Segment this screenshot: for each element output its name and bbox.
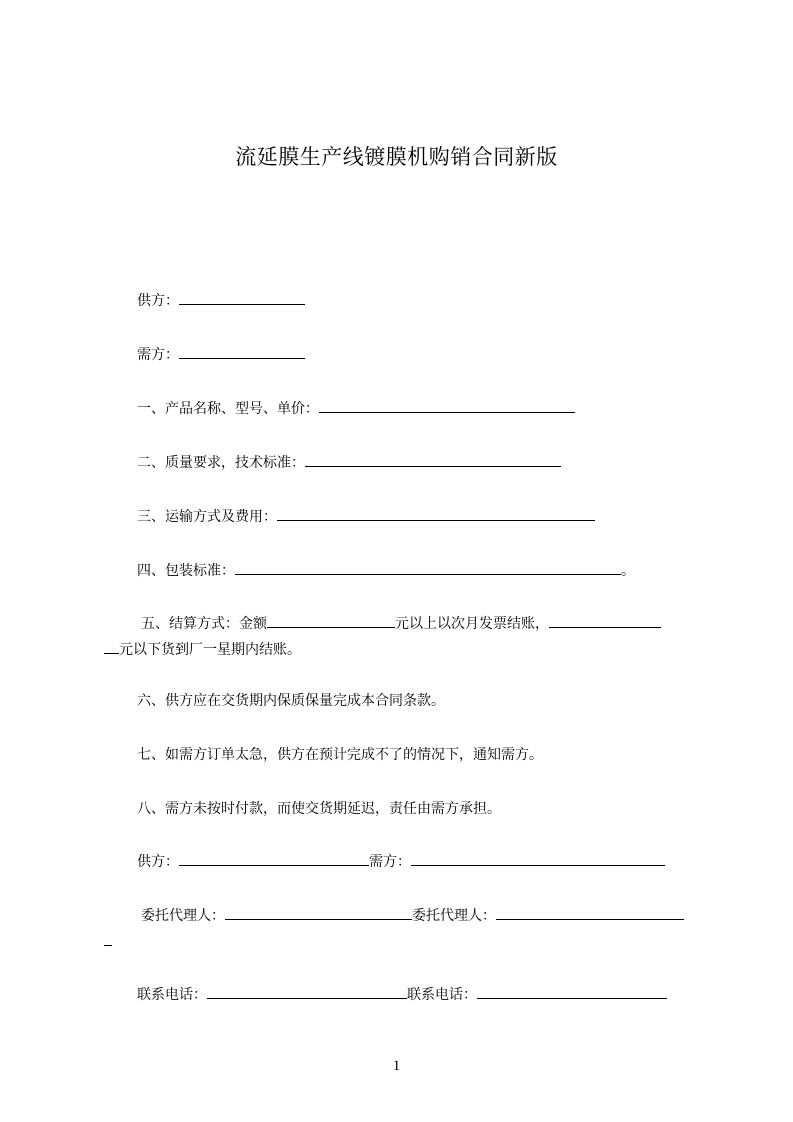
buyer-label: 需方：: [137, 347, 179, 363]
signature-phone-label-2: 联系电话：: [407, 987, 477, 1003]
signature-parties-line: [137, 852, 665, 872]
clause-transport: [137, 507, 595, 527]
supplier-line: [137, 291, 305, 311]
signature-agent-blank-2: [496, 906, 684, 920]
signature-buyer-blank: [411, 852, 665, 866]
buyer-line: [137, 345, 305, 365]
clause-product-blank: [319, 399, 575, 413]
clause-transport-label: 三、运输方式及费用：: [137, 509, 277, 525]
clause-settlement-middle: 元以上以次月发票结账，: [395, 616, 549, 632]
supplier-label: 供方：: [137, 293, 179, 309]
clause-packaging: [137, 561, 635, 581]
signature-agent-label-1: 委托代理人：: [141, 908, 225, 924]
signature-supplier-label: 供方：: [137, 854, 179, 870]
clause-packaging-blank: [235, 561, 621, 575]
buyer-blank: [179, 345, 305, 359]
signature-phone-blank-1: [207, 985, 407, 999]
clause-settlement-amount-blank: [267, 614, 395, 628]
clause-product: [137, 399, 575, 419]
signature-buyer-label: 需方：: [369, 854, 411, 870]
signature-agent-label-2: 委托代理人：: [412, 908, 496, 924]
clause-packaging-label: 四、包装标准：: [137, 563, 235, 579]
clause-settlement-second-blank: [549, 614, 661, 628]
clause-settlement-continuation: [104, 640, 301, 660]
clause-quality-label: 二、质量要求，技术标准：: [137, 455, 305, 471]
signature-agent-line: [141, 906, 684, 926]
clause-transport-blank: [277, 507, 595, 521]
clause-packaging-end: 。: [621, 563, 635, 579]
clause-quality: [137, 453, 561, 473]
supplier-blank: [179, 291, 305, 305]
clause-settlement-continuation-text: 元以下货到厂一星期内结账。: [119, 642, 301, 658]
signature-supplier-blank: [179, 852, 369, 866]
clause-settlement-label: 五、结算方式：金额: [141, 616, 267, 632]
clause-product-label: 一、产品名称、型号、单价：: [137, 401, 319, 417]
document-title: 流延膜生产线镀膜机购销合同新版: [235, 145, 558, 169]
signature-phone-label-1: 联系电话：: [137, 987, 207, 1003]
signature-agent-continuation-blank: [104, 932, 112, 946]
clause-quality-blank: [305, 453, 561, 467]
signature-phone-blank-2: [477, 985, 667, 999]
signature-phone-line: [137, 985, 667, 1005]
page-number: 1: [392, 1058, 401, 1074]
clause-late-payment: 八、需方未按时付款，而使交货期延迟，责任由需方承担。: [137, 801, 501, 817]
clause-settlement: [141, 614, 661, 634]
clause-quality-guarantee: 六、供方应在交货期内保质保量完成本合同条款。: [137, 693, 445, 709]
clause-urgent-order: 七、如需方订单太急，供方在预计完成不了的情况下，通知需方。: [137, 747, 543, 763]
signature-agent-continuation: [104, 932, 112, 952]
signature-agent-blank-1: [225, 906, 412, 920]
clause-settlement-continuation-blank: [104, 640, 119, 654]
